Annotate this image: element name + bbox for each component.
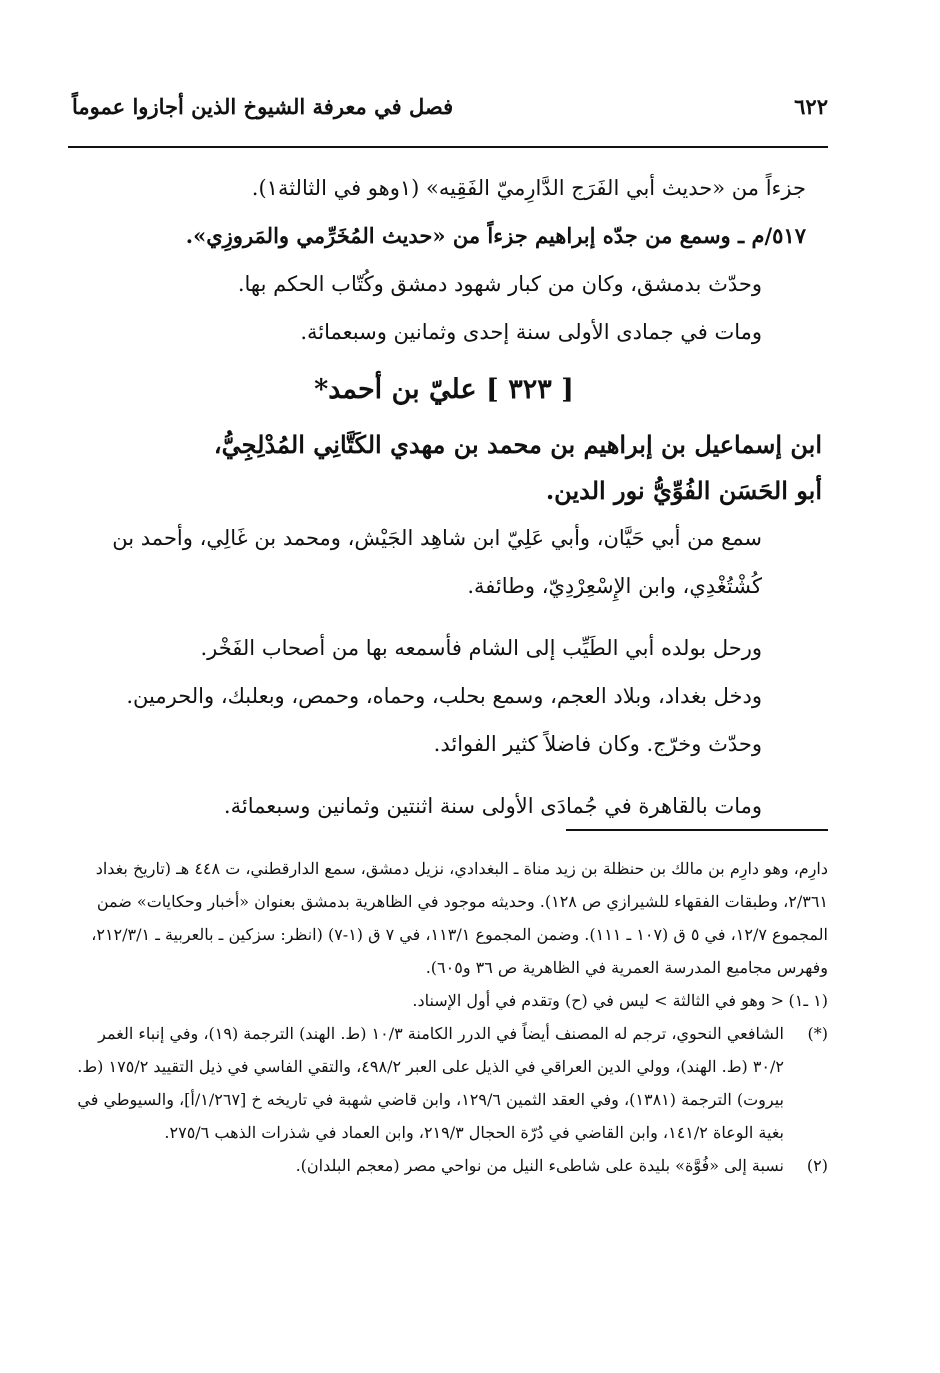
footnote-number: (*) (807, 1024, 828, 1043)
footnote-rule (566, 829, 828, 831)
page-header (72, 86, 828, 126)
footnote-number: (٢) (806, 1156, 828, 1175)
footnote-1 (66, 984, 828, 1017)
running-title: فصل في معرفة الشيوخ الذين أجازوا عموماً (72, 93, 454, 119)
header-rule (68, 146, 828, 148)
footnote-text: نسبة إلى «فُوَّة» بليدة على شاطىء النيل من نواحي مصر (معجم البلدان). (295, 1156, 784, 1175)
text-line-taught: وحدّث بدمشق، وكان من كبار شهود دمشق وكُتّاب الحكم بها. (237, 272, 762, 296)
footnote-continuation: دارِم، وهو دارِم بن مالك بن حنظلة بن زيد مناة ـ البغدادي، نزيل دمشق، سمع الدارقطني، ت ٤٤٨ هـ (تاريخ بغداد ٢/٣٦١، وطبقات الفقهاء للشيرازي ص ١٢٨). وحديثه موجود في الظاهرية بدمشق بعنوان «أخبار وحكايات» ضمن المجموع ١٢/٧، في ٥ ق (١٠٧ ـ ١١١). وضمن المجموع ١١٣/١، في ٧ ق (١-٧) (انظر: سزكين ـ بالعربية ـ ٢١٢/٣/١، وفهرس مجاميع المدرسة العمرية في الظاهرية ص ٣٦ و٦٠٥). (91, 859, 828, 977)
footnote-text: الشافعي النحوي، ترجم له المصنف أيضاً في الدرر الكامنة ١٠/٣ (ط. الهند) الترجمة (١٩)، وفي إنباء الغمر ٣٠/٢ (ط. الهند)، وولي الدين العراقي في الذيل على العبر ٤٩٨/٢، والتقي الفاسي في ذيل التقييد ١٧٥/٢ (ط. بيروت) الترجمة (١٣٨١)، وفي العقد الثمين ١٢٩/٦، وابن قاضي شهبة في تاريخه خ [١/٢٦٧/أ]، والسيوطي في بغية الوعاة ١٤١/٢، وابن القاضي في دُرّة الحجال ٢١٩/٣، وابن العماد في شذرات الذهب ٢٧٥/٦. (77, 1024, 784, 1142)
page-number: ٦٢٢ (794, 93, 828, 119)
paragraph-cities: ودخل بغداد، وبلاد العجم، وسمع بحلب، وحماه، وحمص، وبعلبك، والحرمين. وحدّث وخرّج. وكان فاضلاً كثير الفوائد. (126, 684, 762, 756)
text-line-continuation: جزءاً من «حديث أبي الفَرَج الدَّارِميّ الفَقِيه» (١وهو في الثالثة١). (251, 176, 806, 200)
footnote-text: < وهو في الثالثة > ليس في (ح) وتقدم في أول الإسناد. (412, 991, 784, 1010)
paragraph-teachers: سمع من أبي حَيَّان، وأبي عَلِيّ ابن شاهِد الجَيْش، ومحمد بن غَالِي، وأحمد بن كُشْتُغْدِي، وابن الإِسْعِرْدِيّ، وطائفة. (112, 526, 762, 598)
paragraph-death: ومات بالقاهرة في جُمادَى الأولى سنة اثنتين وثمانين وسبعمائة. (223, 794, 762, 818)
footnote-star (66, 1017, 828, 1149)
entry-title: [ ٣٢٣ ] عليّ بن أحمد* (314, 374, 574, 405)
footnotes (66, 852, 828, 1182)
paragraph-travel: ورحل بولده أبي الطَيِّب إلى الشام فأسمعه بها من أصحاب الفَخْر. (200, 636, 762, 660)
lineage-line-1: ابن إسماعيل بن إبراهيم بن محمد بن مهدي الكَتَّانِي المُدْلِجِيُّ، (213, 430, 822, 459)
footnote-number: (١ ـ١) (788, 991, 828, 1010)
lineage-line-2: أبو الحَسَن الفُوِّيُّ نور الدين. (545, 476, 822, 505)
text-line-death: ومات في جمادى الأولى سنة إحدى وثمانين وسبعمائة. (300, 320, 762, 344)
main-text (66, 164, 822, 830)
footnote-2 (66, 1149, 828, 1182)
text-line-entry-517: ٥١٧/م ـ وسمع من جدّه إبراهيم جزءاً من «حديث المُخَرِّمي والمَروزِي». (185, 223, 806, 248)
